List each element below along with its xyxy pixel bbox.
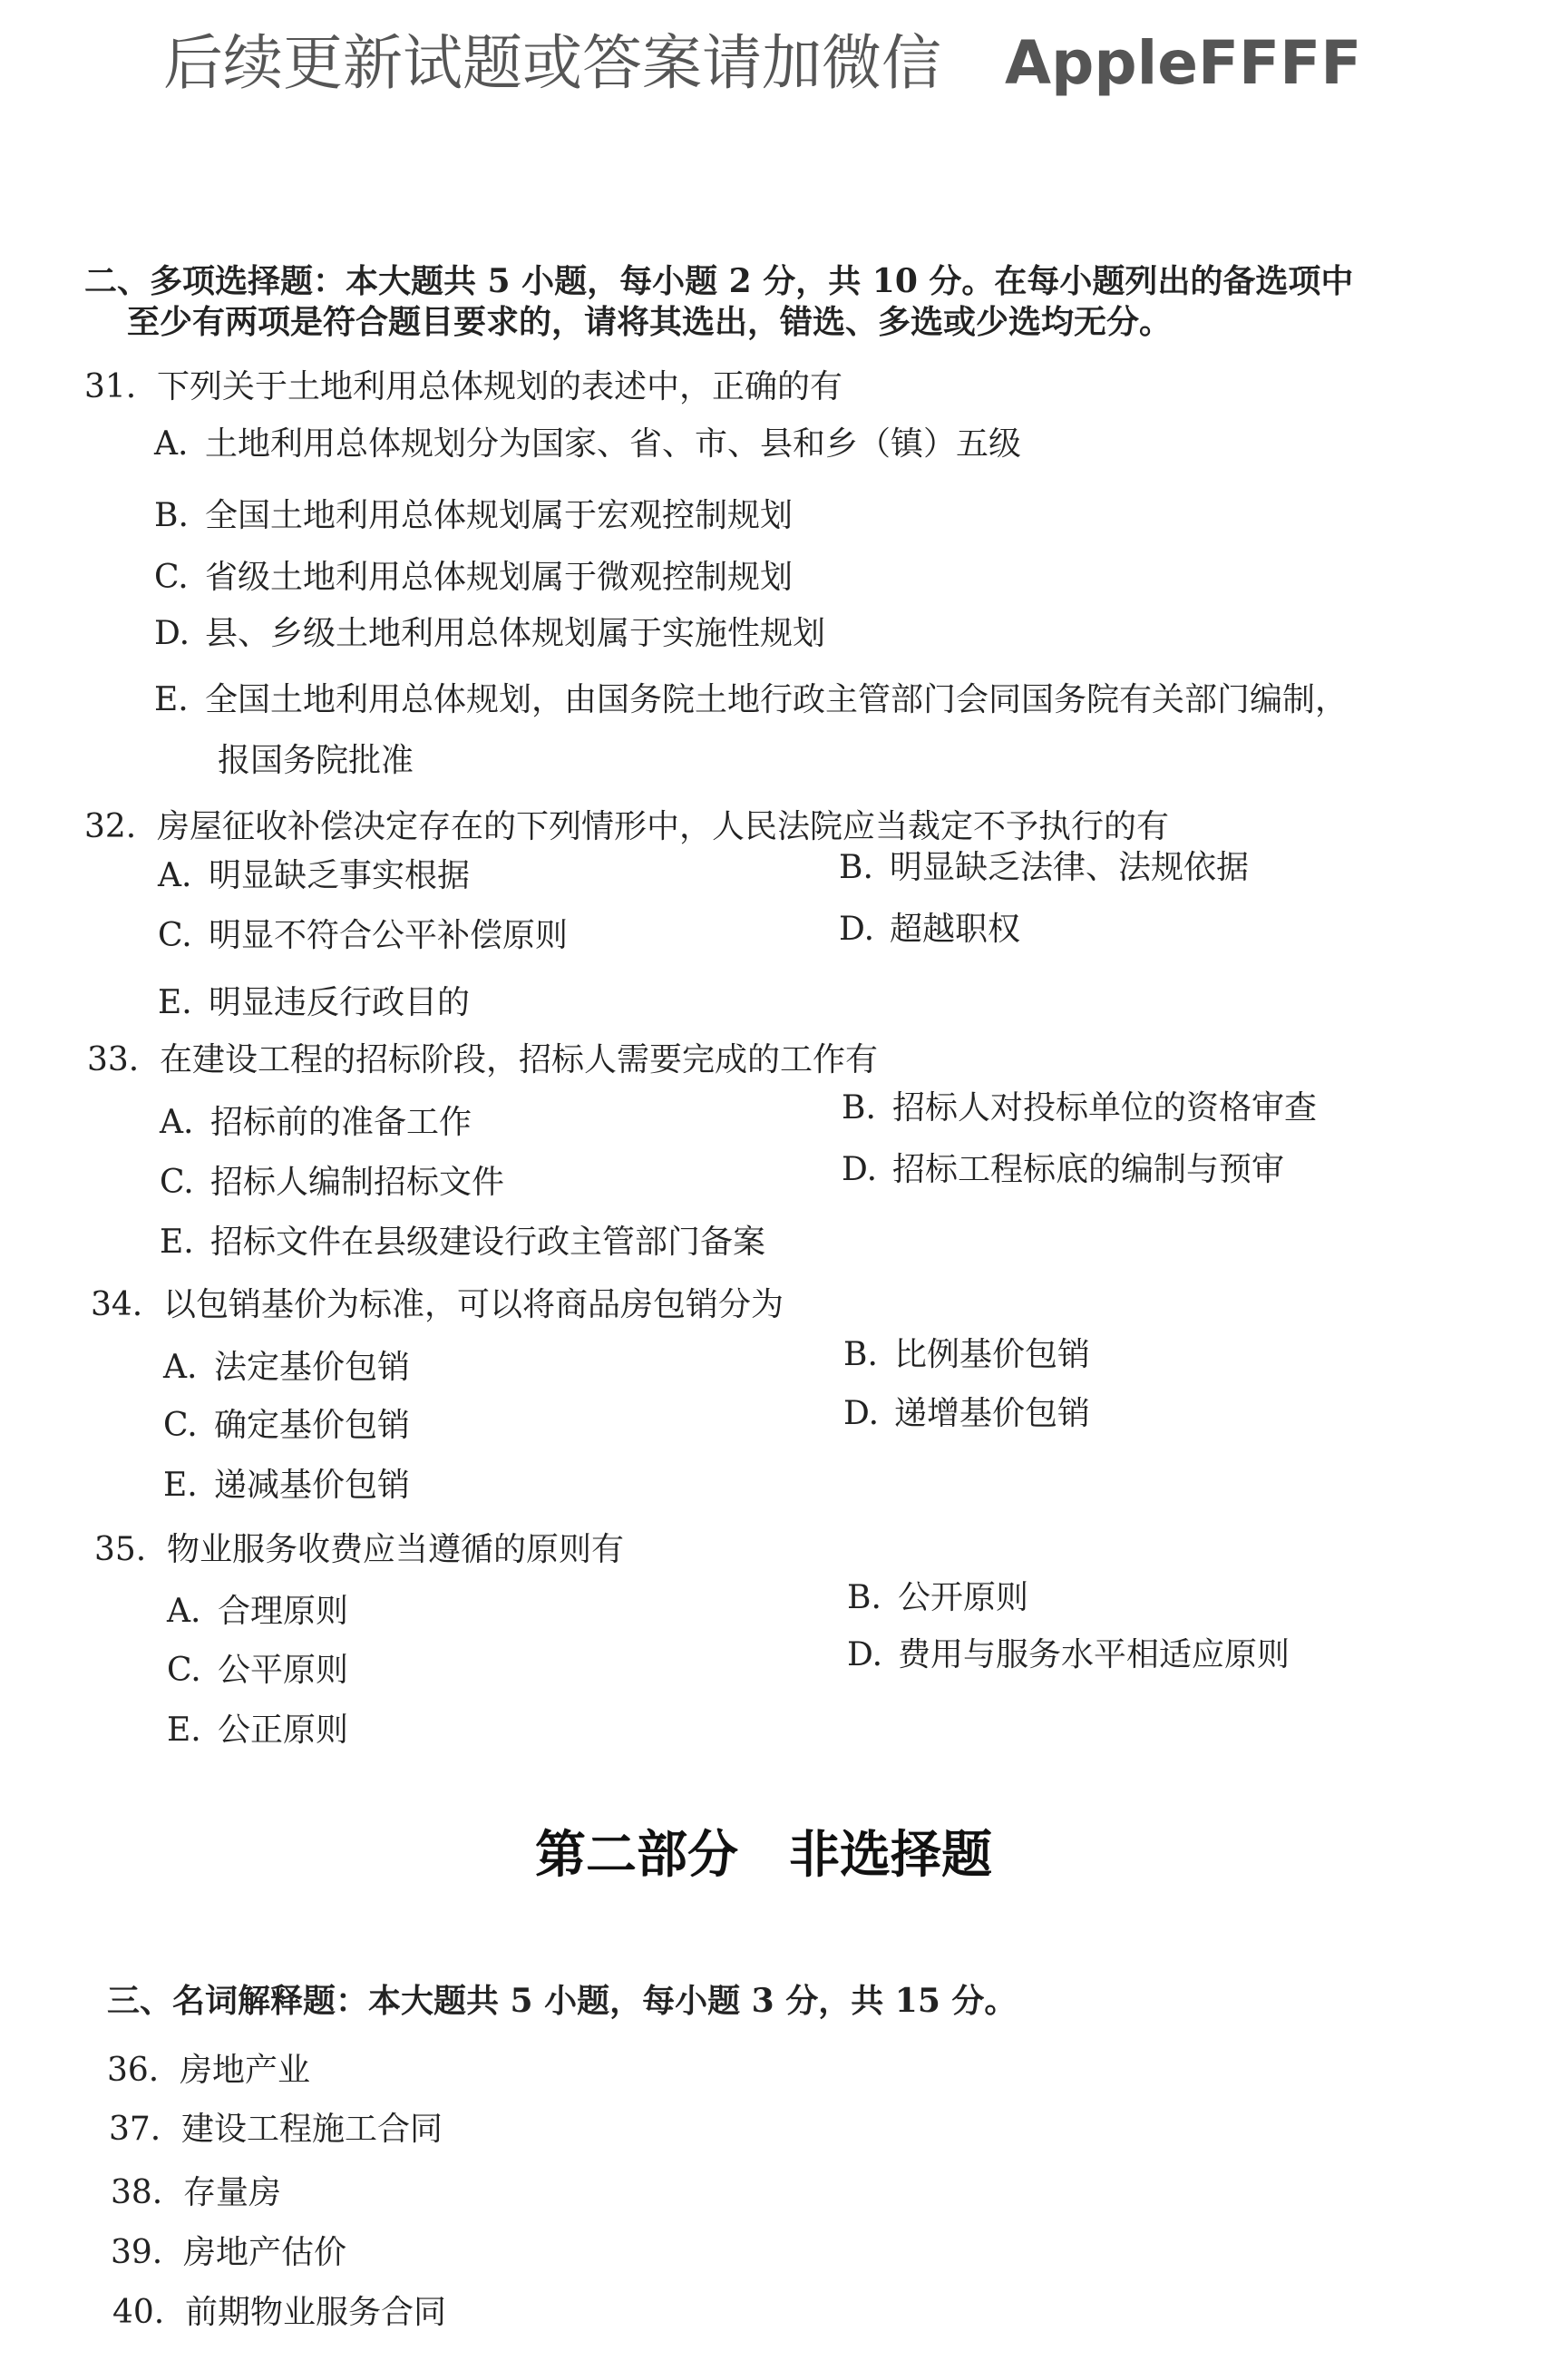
option-letter: E. <box>154 681 189 718</box>
option-letter: A. <box>167 1593 201 1630</box>
question-38 <box>111 2173 281 2213</box>
option-text: 明显缺乏法律、法规依据 <box>890 849 1250 886</box>
question-number: 37. <box>109 2111 161 2148</box>
question-text: 存量房 <box>183 2174 282 2211</box>
option-text: 招标前的准备工作 <box>210 1104 472 1141</box>
option-letter: B. <box>843 1336 878 1373</box>
option-letter: D. <box>847 1636 883 1673</box>
option-b <box>154 496 793 536</box>
question-number: 39. <box>111 2234 163 2271</box>
option-letter: D. <box>843 1395 880 1432</box>
option-e <box>160 1223 765 1263</box>
option-c <box>154 558 793 598</box>
question-text: 物业服务收费应当遵循的原则有 <box>167 1531 625 1568</box>
option-text: 递增基价包销 <box>894 1395 1091 1432</box>
question-37 <box>109 2110 443 2150</box>
option-text: 公平原则 <box>218 1652 349 1689</box>
option-text: 递减基价包销 <box>214 1467 411 1504</box>
question-text: 房地产业 <box>180 2052 311 2089</box>
question-34 <box>91 1285 784 1325</box>
option-text: 法定基价包销 <box>214 1349 411 1386</box>
option-b <box>843 1335 1090 1375</box>
question-40 <box>112 2293 446 2333</box>
question-text: 房屋征收补偿决定存在的下列情形中，人民法院应当裁定不予执行的有 <box>157 808 1170 845</box>
question-number: 32. <box>84 808 137 845</box>
question-35 <box>94 1530 624 1570</box>
option-e <box>158 983 470 1023</box>
option-text: 全国土地利用总体规划，由国务院土地行政主管部门会同国务院有关部门编制， <box>205 681 1349 718</box>
option-a <box>154 424 1021 464</box>
option-a <box>158 856 470 896</box>
option-letter: C. <box>167 1652 201 1689</box>
option-letter: C. <box>158 917 192 954</box>
option-text: 明显违反行政目的 <box>209 984 471 1021</box>
option-text: 土地利用总体规划分为国家、省、市、县和乡（镇）五级 <box>205 425 1022 463</box>
option-d <box>843 1394 1090 1434</box>
option-text: 费用与服务水平相适应原则 <box>898 1636 1290 1673</box>
question-text: 在建设工程的招标阶段，招标人需要完成的工作有 <box>160 1041 879 1078</box>
question-number: 34. <box>91 1286 143 1323</box>
option-letter: D. <box>842 1151 878 1188</box>
option-letter: B. <box>154 497 189 534</box>
option-text: 招标工程标底的编制与预审 <box>892 1151 1285 1188</box>
option-text: 招标文件在县级建设行政主管部门备案 <box>210 1224 766 1261</box>
question-39 <box>111 2233 346 2273</box>
part-two-title: 第二部分 非选择题 <box>535 1825 992 1885</box>
option-c <box>163 1406 410 1446</box>
option-letter: B. <box>847 1579 881 1616</box>
option-text: 公正原则 <box>218 1712 349 1749</box>
option-b <box>842 1088 1317 1128</box>
option-letter: B. <box>839 849 873 886</box>
option-letter: C. <box>154 559 189 596</box>
option-text: 超越职权 <box>890 911 1021 948</box>
option-letter: C. <box>163 1407 198 1444</box>
option-text: 招标人对投标单位的资格审查 <box>892 1089 1318 1127</box>
option-letter: B. <box>842 1089 876 1127</box>
option-text: 县、乡级土地利用总体规划属于实施性规划 <box>205 615 826 652</box>
wechat-id: AppleFFFF <box>1005 28 1362 98</box>
option-letter: D. <box>154 615 190 652</box>
question-32 <box>84 807 1169 847</box>
option-b <box>847 1578 1028 1618</box>
option-letter: D. <box>839 911 875 948</box>
option-d <box>839 910 1020 950</box>
option-text: 比例基价包销 <box>894 1336 1091 1373</box>
question-text: 以包销基价为标准，可以将商品房包销分为 <box>163 1286 784 1323</box>
question-number: 31. <box>84 368 137 405</box>
option-e <box>154 680 1348 720</box>
question-36 <box>107 2051 310 2091</box>
option-c <box>167 1651 348 1691</box>
watermark-header <box>163 27 1361 100</box>
option-letter: E. <box>158 984 192 1021</box>
option-b <box>839 848 1249 888</box>
option-text: 省级土地利用总体规划属于微观控制规划 <box>205 559 794 596</box>
question-text: 建设工程施工合同 <box>181 2111 443 2148</box>
option-text: 明显缺乏事实根据 <box>209 857 471 894</box>
option-a <box>163 1348 410 1388</box>
option-e <box>163 1466 410 1506</box>
option-text: 确定基价包销 <box>214 1407 411 1444</box>
option-letter: E. <box>167 1712 201 1749</box>
question-number: 40. <box>112 2294 165 2331</box>
question-33 <box>87 1040 878 1080</box>
option-d <box>842 1150 1284 1190</box>
option-d <box>154 614 825 654</box>
option-text: 全国土地利用总体规划属于宏观控制规划 <box>205 497 794 534</box>
question-number: 35. <box>94 1531 147 1568</box>
option-letter: C. <box>160 1164 194 1201</box>
option-text: 明显不符合公平补偿原则 <box>209 917 569 954</box>
question-number: 33. <box>87 1041 140 1078</box>
section-title: 二、多项选择题：本大题共 5 小题，每小题 2 分，共 10 分。在每小题列出的备选项中 <box>84 262 1354 300</box>
option-letter: A. <box>154 425 189 463</box>
option-letter: A. <box>163 1349 198 1386</box>
option-text: 招标人编制招标文件 <box>210 1164 505 1201</box>
header-notice: 后续更新试题或答案请加微信 <box>163 28 941 98</box>
option-letter: A. <box>158 857 192 894</box>
question-text: 前期物业服务合同 <box>185 2294 447 2331</box>
option-c <box>160 1163 504 1203</box>
option-letter: E. <box>163 1467 198 1504</box>
question-number: 38. <box>111 2174 163 2211</box>
question-text: 房地产估价 <box>183 2234 347 2271</box>
option-text: 公开原则 <box>898 1579 1029 1616</box>
option-a <box>160 1103 472 1143</box>
option-a <box>167 1592 348 1632</box>
option-c <box>158 916 568 956</box>
option-e-continued: 报国务院批准 <box>218 742 414 779</box>
option-d <box>847 1635 1290 1675</box>
section-title: 三、名词解释题：本大题共 5 小题，每小题 3 分，共 15 分。 <box>107 1982 1018 2020</box>
option-text: 合理原则 <box>218 1593 349 1630</box>
question-text: 下列关于土地利用总体规划的表述中，正确的有 <box>157 368 843 405</box>
option-letter: E. <box>160 1224 194 1261</box>
question-number: 36. <box>107 2052 160 2089</box>
question-31 <box>84 367 842 407</box>
option-e <box>167 1711 348 1751</box>
section-instruction: 至少有两项是符合题目要求的，请将其选出，错选、多选或少选均无分。 <box>127 303 1173 341</box>
option-letter: A. <box>160 1104 194 1141</box>
